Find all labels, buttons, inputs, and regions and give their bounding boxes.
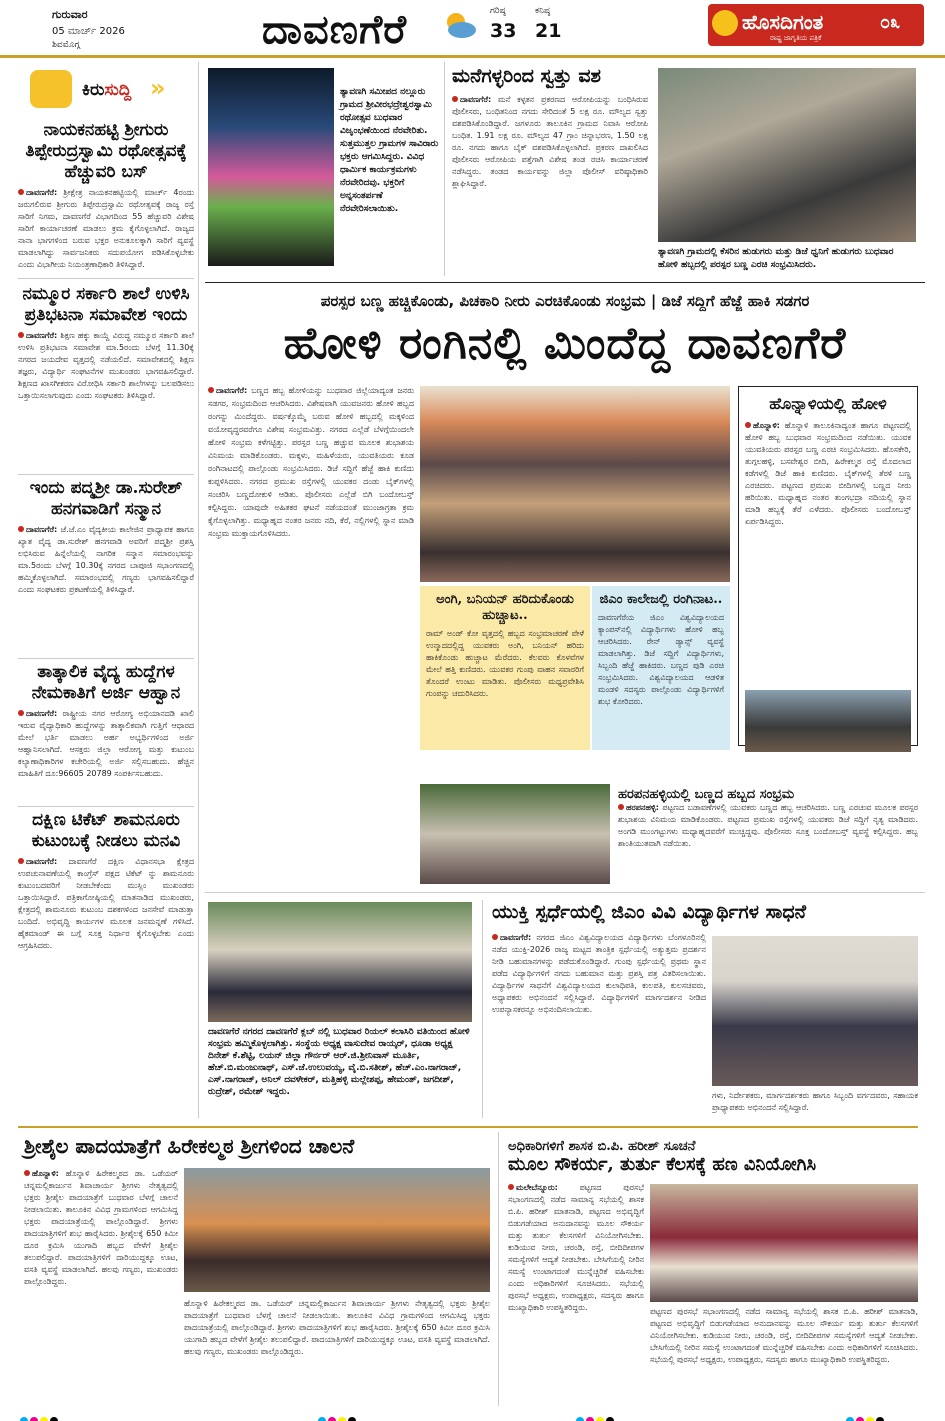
gm-headline: ಯುಕ್ತಿ ಸ್ಪರ್ಧೆಯಲ್ಲಿ ಜಿಎಂ ವಿವಿ ವಿದ್ಯಾರ್ಥಿಗಳ ಸಾಧನೆ xyxy=(492,901,806,923)
brief-headline: ದಕ್ಷಿಣ ಟಿಕೆಟ್ ಶಾಮನೂರು ಕುಟುಂಬಕ್ಕೆ ನೀಡಲು ಮನವಿ xyxy=(31,810,181,851)
hand-icon xyxy=(30,70,72,108)
issue-day: ಗುರುವಾರ xyxy=(52,8,88,21)
arrows-icon: » xyxy=(150,74,166,102)
temp-max-label: ಗರಿಷ್ಠ xyxy=(490,6,506,16)
srishaila-headline: ಶ್ರೀಶೈಲ ಪಾದಯಾತ್ರೆಗೆ ಹಿರೇಕಲ್ಮಠ ಶ್ರೀಗಳಿಂದ ಚಾಲನೆ xyxy=(24,1134,355,1158)
angi-box xyxy=(420,586,590,750)
mane-headline: ಮನೆಗಳ್ಳರಿಂದ ಸ್ವತ್ತು ವಶ xyxy=(452,65,601,87)
lead-holi-photo xyxy=(420,386,730,582)
weather-icon xyxy=(440,8,478,42)
gm-box xyxy=(592,586,730,750)
brief-5 xyxy=(18,810,194,1126)
registration-marks xyxy=(20,1410,60,1421)
column-rule xyxy=(482,900,483,1118)
section-label-a: ಕಿರು xyxy=(82,80,105,100)
gm-box-body: ದಾವಣಗೆರೆಯ ಜಿಎಂ ವಿಶ್ವವಿದ್ಯಾಲಯದ ಕ್ಯಾಂಪಸ್‌ನಲ್ಲಿ ವಿದ್ಯಾರ್ಥಿಗಳು ಹೋಳಿ ಹಬ್ಬ ಆಚರಿಸಿದರು. ರೇನ್ ಡ್ಯಾನ್ಸ್ ವ್ಯವಸ್ಥೆ ಮಾಡಲಾಗಿತ್ತು. ಡಿಜೆ ಸದ್ದಿಗೆ ವಿದ್ಯಾರ್ಥಿಗಳು, ಸಿಬ್ಬಂದಿ ಹೆಜ್ಜೆ ಹಾಕಿದರು. ಬಣ್ಣದ ಪುಡಿ ಎರಚಿ ಸಂಭ್ರಮಿಸಿದರು. ವಿಶ್ವವಿದ್ಯಾಲಯದ ಆಡಳಿತ ಮಂಡಳಿ ಸದಸ್ಯರು ಪಾಲ್ಗೊಂಡು ವಿದ್ಯಾರ್ಥಿಗಳಿಗೆ ಶುಭ ಕೋರಿದರು. xyxy=(598,613,724,706)
divider xyxy=(18,658,194,659)
lead-body: ದಾವಣಗೆರೆ: ಬಣ್ಣದ ಹಬ್ಬ ಹೋಳಿಯನ್ನು ಬುಧವಾರ ಜಿಲ್ಲೆಯಾದ್ಯಂತ ಜನರು ಸಡಗರ, ಸಂಭ್ರಮದಿಂದ ಆಚರಿಸಿದರು. ವಿಶೇಷವಾಗಿ ಯುವಜನರು ಹೋಳಿ ಹಬ್ಬದ ರಂಗನ್ನು ಮಿಂದೆದ್ದರು. ವರ್ಷಕ್ಕೊಮ್ಮೆ ಬರುವ ಹೋಳಿ ಹಬ್ಬದಲ್ಲಿ ಮಕ್ಕಳಿಂದ ವಯೋವೃದ್ಧರವರೆಗೂ ವಿಶೇಷ ಸಂಭ್ರಮವಿತ್ತು. ನಗರದ ಎಲ್ಲೆಡೆ ಬೆಳಗ್ಗೆಯಿಂದಲೇ ಹೋಳಿ ಸಂಭ್ರಮ ಕಳೆಗಟ್ಟಿತ್ತು. ಪರಸ್ಪರ ಬಣ್ಣ ಹಚ್ಚುವ ಮೂಲಕ ಶುಭಾಶಯ ವಿನಿಮಯ ಮಾಡಿಕೊಂಡರು. ಮಕ್ಕಳು, ಮಹಿಳೆಯರು, ಯುವತಿಯರು ಕೂಡ ರಂಗಿನಾಟದಲ್ಲಿ ಪಾಲ್ಗೊಂಡು ಸಂಭ್ರಮಿಸಿದರು. ಡಿಜೆ ಸದ್ದಿಗೆ ಹೆಜ್ಜೆ ಹಾಕಿ ಕುಣಿದು ಕುಪ್ಪಳಿಸಿದರು. ನಗರದ ಪ್ರಮುಖ ರಸ್ತೆಗಳಲ್ಲಿ ಯುವಕರ ದಂಡು ಬೈಕ್‌ಗಳಲ್ಲಿ ಸಂಚರಿಸಿ ಬಣ್ಣದೋಕುಳಿ ಆಡಿತು. ಪೊಲೀಸರು ಎಲ್ಲೆಡೆ ಬಿಗಿ ಬಂದೋಬಸ್ತ್ ಕಲ್ಪಿಸಿದ್ದರು. ಯಾವುದೇ ಅಹಿತಕರ ಘಟನೆ ನಡೆಯದಂತೆ ಮುಂಜಾಗ್ರತಾ ಕ್ರಮ ಕೈಗೊಳ್ಳಲಾಗಿತ್ತು. ಮಧ್ಯಾಹ್ನದ ನಂತರ ಜನರು ನದಿ, ಕೆರೆ, ನಲ್ಲಿಗಳಲ್ಲಿ ಸ್ನಾನ ಮಾಡಿ ಸಂಭ್ರಮ ಮುಕ್ತಾಯಗೊಳಿಸಿದರು. xyxy=(208,386,414,538)
parish-headline-b: ಮೂಲ ಸೌಕರ್ಯ, ತುರ್ತು ಕೆಲಸಕ್ಕೆ ಹಣ ವಿನಿಯೋಗಿಸಿ xyxy=(508,1154,817,1175)
parish-body-cont: ಪಟ್ಟಣದ ಪುರಸಭೆ ಸಭಾಂಗಣದಲ್ಲಿ ನಡೆದ ಸಾಮಾನ್ಯ ಸಭೆಯಲ್ಲಿ ಶಾಸಕ ಬಿ.ಪಿ. ಹರೀಶ್ ಮಾತನಾಡಿ, ಪಟ್ಟಣದ ಅಭಿವೃದ್ಧಿಗೆ ಬಿಡುಗಡೆಯಾದ ಅನುದಾನವನ್ನು ಮೂಲ ಸೌಕರ್ಯ ಮತ್ತು ತುರ್ತು ಕೆಲಸಗಳಿಗೆ ವಿನಿಯೋಗಿಸಬೇಕು. ಕುಡಿಯುವ ನೀರು, ಚರಂಡಿ, ರಸ್ತೆ, ಬೀದಿದೀಪಗಳ ಸಮಸ್ಯೆಗಳಿಗೆ ಆದ್ಯತೆ ನೀಡಬೇಕು. ಬೇಸಿಗೆಯಲ್ಲಿ ನೀರಿನ ಸಮಸ್ಯೆ ಉಂಟಾಗದಂತೆ ಮುನ್ನೆಚ್ಚರಿಕೆ ವಹಿಸಬೇಕು ಎಂದು ಅಧಿಕಾರಿಗಳಿಗೆ ಸೂಚಿಸಿದರು. ಸಭೆಯಲ್ಲಿ ಪುರಸಭೆ ಅಧ್ಯಕ್ಷರು, ಉಪಾಧ್ಯಕ್ಷರು, ಸದಸ್ಯರು ಹಾಗೂ ಮುಖ್ಯಾಧಿಕಾರಿ ಉಪಸ್ಥಿತರಿದ್ದರು. xyxy=(650,1307,918,1364)
angi-body: ರಾಮ್ ಅಂಡ್ ಕೋ ವೃತ್ತದಲ್ಲಿ ಹಬ್ಬದ ಸಂಭ್ರಮಾಚರಣೆ ವೇಳೆ ಉನ್ಮಾದದಲ್ಲಿದ್ದ ಯುವಕರು ಅಂಗಿ, ಬನಿಯನ್ ಹರಿದು ಹಾಕಿಕೊಂಡು ಹುಚ್ಚಾಟ ಮೆರೆದರು. ಕೆಲವರು ಕೊಳವೆಗಳ ಮೇಲೆ ಹತ್ತಿ ಕುಣಿದರು. ಯುವಕರ ಗುಂಪು ವಾಹನ ಸವಾರರಿಗೆ ತೊಂದರೆ ಉಂಟು ಮಾಡಿತು. ಪೊಲೀಸರು ಮಧ್ಯಪ್ರವೇಶಿಸಿ ಗುಂಪನ್ನು ಚದುರಿಸಿದರು. xyxy=(426,629,584,698)
column-rule xyxy=(198,62,199,1118)
brief-body: ದಾವಣಗೆರೆ: ಶಿಕ್ಷಣ ಹಕ್ಕು ಕಾಯ್ದೆ ವಿರುದ್ಧ ನಮ್ಮೂರ ಸರ್ಕಾರಿ ಶಾಲೆ ಉಳಿಸಿ ಪ್ರತಿಭಟನಾ ಸಮಾವೇಶ ಮಾ.5ರಂದು ಬೆಳಗ್ಗೆ 11.30ಕ್ಕೆ ನಗರದ ಜಯದೇವ ವೃತ್ತದಲ್ಲಿ ನಡೆಯಲಿದೆ. ಸಮಾವೇಶದಲ್ಲಿ ಶಿಕ್ಷಣ ತಜ್ಞರು, ವಿದ್ಯಾರ್ಥಿ ಸಂಘಟನೆಗಳ ಮುಖಂಡರು ಭಾಗವಹಿಸಲಿದ್ದಾರೆ. ಶಿಕ್ಷಣದ ಖಾಸಗೀಕರಣ ವಿರೋಧಿಸಿ ಸರ್ಕಾರಿ ಶಾಲೆಗಳನ್ನು ಬಲಪಡಿಸಲು ಒತ್ತಾಯಿಸಲಾಗುವುದು ಎಂದು ಸಂಘಟಕರು ತಿಳಿಸಿದ್ದಾರೆ. xyxy=(18,331,194,400)
brief-3 xyxy=(18,478,194,650)
brief-headline: ಇಂದು ಪದ್ಮಶ್ರೀ ಡಾ.ಸುರೇಶ್ ಹನಗವಾಡಿಗೆ ಸನ್ಮಾನ xyxy=(29,478,183,519)
honnali-box xyxy=(738,386,918,746)
angi-headline: ಅಂಗಿ, ಬನಿಯನ್ ಹರಿದುಕೊಂಡು ಹುಚ್ಚಾಟ.. xyxy=(436,592,574,623)
honnali-body: ಹೊನ್ನಾಳಿ: ಹೊನ್ನಾಳಿ ತಾಲೂಕಿನಾದ್ಯಂತ ಹಾಗೂ ಪಟ್ಟಣದಲ್ಲಿ ಹೋಳಿ ಹಬ್ಬ ಬುಧವಾರ ಸಂಭ್ರಮದಿಂದ ನಡೆಯಿತು. ಯುವಕ ಯುವತಿಯರು ಪರಸ್ಪರ ಬಣ್ಣ ಎರಚಿ ಸಂಭ್ರಮಿಸಿದರು. ಹೊಸಕೇರಿ, ತುಗ್ಗಲಹಳ್ಳಿ, ಬಸವೇಶ್ವರ ಬೀದಿ, ಹಿರೇಕಲ್ಮಠ ರಸ್ತೆ ಮೊದಲಾದ ಕಡೆಗಳಲ್ಲಿ ಡಿಜೆ ಹಾಕಿ ಕುಣಿದರು. ಬೈಕ್‌ಗಳಲ್ಲಿ ತೆರಳಿ ಬಣ್ಣ ಎರಚಿದರು. ಪಟ್ಟಣದ ಪ್ರಮುಖ ಬೀದಿಗಳಲ್ಲಿ ಬಣ್ಣದ ನೀರು ಹರಿಯಿತು. ಮಧ್ಯಾಹ್ನದ ನಂತರ ತುಂಗಭದ್ರಾ ನದಿಯಲ್ಲಿ ಸ್ನಾನ ಮಾಡಿ ಹಬ್ಬಕ್ಕೆ ತೆರೆ ಎಳೆದರು. ಪೊಲೀಸರು ಬಂದೋಬಸ್ತ್ ಏರ್ಪಡಿಸಿದ್ದರು. xyxy=(745,421,911,526)
temp-min-label: ಕನಿಷ್ಠ xyxy=(535,6,551,16)
harapanahalli-headline: ಹರಪನಹಳ್ಳಿಯಲ್ಲಿ ಬಣ್ಣದ ಹಬ್ಬದ ಸಂಭ್ರಮ xyxy=(618,787,795,802)
parish-body: ಮಲೇಬೆನ್ನೂರು: ಪಟ್ಟಣದ ಪುರಸಭೆ ಸಭಾಂಗಣದಲ್ಲಿ ನಡೆದ ಸಾಮಾನ್ಯ ಸಭೆಯಲ್ಲಿ ಶಾಸಕ ಬಿ.ಪಿ. ಹರೀಶ್ ಮಾತನಾಡಿ, ಪಟ್ಟಣದ ಅಭಿವೃದ್ಧಿಗೆ ಬಿಡುಗಡೆಯಾದ ಅನುದಾನವನ್ನು ಮೂಲ ಸೌಕರ್ಯ ಮತ್ತು ತುರ್ತು ಕೆಲಸಗಳಿಗೆ ವಿನಿಯೋಗಿಸಬೇಕು. ಕುಡಿಯುವ ನೀರು, ಚರಂಡಿ, ರಸ್ತೆ, ಬೀದಿದೀಪಗಳ ಸಮಸ್ಯೆಗಳಿಗೆ ಆದ್ಯತೆ ನೀಡಬೇಕು. ಬೇಸಿಗೆಯಲ್ಲಿ ನೀರಿನ ಸಮಸ್ಯೆ ಉಂಟಾಗದಂತೆ ಮುನ್ನೆಚ್ಚರಿಕೆ ವಹಿಸಬೇಕು ಎಂದು ಅಧಿಕಾರಿಗಳಿಗೆ ಸೂಚಿಸಿದರು. ಸಭೆಯಲ್ಲಿ ಪುರಸಭೆ ಅಧ್ಯಕ್ಷರು, ಉಪಾಧ್ಯಕ್ಷರು, ಸದಸ್ಯರು ಹಾಗೂ ಮುಖ್ಯಾಧಿಕಾರಿ ಉಪಸ್ಥಿತರಿದ್ದರು. xyxy=(508,1183,644,1312)
rathotsava-caption: ತ್ಯಾವಣಗಿ ಸಮೀಪದ ನಲ್ಲೂರು ಗ್ರಾಮದ ಶ್ರೀವೀರಭದ್ರೇಶ್ವರಸ್ವಾಮಿ ರಥೋತ್ಸವ ಬುಧವಾರ ವಿಜೃಂಭಣೆಯಿಂದ ನೆರವೇರಿತು. ಸುತ್ತಮುತ್ತಲ ಗ್ರಾಮಗಳ ಸಾವಿರಾರು ಭಕ್ತರು ಆಗಮಿಸಿದ್ದರು. ವಿವಿಧ ಧಾರ್ಮಿಕ ಕಾರ್ಯಕ್ರಮಗಳು ನೆರವೇರಿದವು. ಭಕ್ತರಿಗೆ ಅನ್ನಸಂತರ್ಪಣೆ ನೆರವೇರಿಸಲಾಯಿತು. xyxy=(340,87,439,214)
brief-headline: ನಾಯಕನಹಟ್ಟಿ ಶ್ರೀಗುರು ತಿಪ್ಪೇರುದ್ರಸ್ವಾಮಿ ರಥೋತ್ಸವಕ್ಕೆ ಹೆಚ್ಚುವರಿ ಬಸ್ xyxy=(25,120,187,182)
registration-marks xyxy=(318,1410,358,1421)
brief-body: ದಾವಣಗೆರೆ: ಜೆ.ಜೆ.ಎಂ ವೈದ್ಯಕೀಯ ಕಾಲೇಜಿನ ಪ್ರಾಧ್ಯಾಪಕ ಹಾಗೂ ಖ್ಯಾತ ವೈದ್ಯ ಡಾ.ಸುರೇಶ್ ಹನಗವಾಡಿ ಅವರಿಗೆ ಪದ್ಮಶ್ರೀ ಪ್ರಶಸ್ತಿ ಲಭಿಸಿರುವ ಹಿನ್ನೆಲೆಯಲ್ಲಿ ನಾಗರಿಕ ಸನ್ಮಾನ ಸಮಾರಂಭವನ್ನು ಮಾ.5ರಂದು ಬೆಳಗ್ಗೆ 10.30ಕ್ಕೆ ನಗರದ ಬಾಪೂಜಿ ಸಭಾಂಗಣದಲ್ಲಿ ಹಮ್ಮಿಕೊಳ್ಳಲಾಗಿದೆ. ಸಮಾರಂಭದಲ್ಲಿ ಗಣ್ಯರು ಭಾಗವಹಿಸಲಿದ್ದಾರೆ ಎಂದು ಸಂಘಟಕರು ಪ್ರಕಟಣೆಯಲ್ಲಿ ತಿಳಿಸಿದ್ದಾರೆ. xyxy=(18,525,194,594)
divider xyxy=(18,474,194,475)
gm-photo-caption: ಗಳು, ನಿರ್ದೇಶಕರು, ಮಾರ್ಗದರ್ಶಕರು ಹಾಗೂ ಸಿಬ್ಬಂದಿ ವರ್ಗದವರು, ಸಹಾಯಕ ಪ್ರಾಧ್ಯಾಪಕರು ಅಭಿನಂದನೆ ಸಲ್ಲಿಸಿದ್ದಾರೆ. xyxy=(712,1091,918,1112)
section-label-b: ಸುದ್ದಿ xyxy=(104,80,132,100)
lead-kicker: ಪರಸ್ಪರ ಬಣ್ಣ ಹಚ್ಚಿಕೊಂಡು, ಪಿಚಕಾರಿ ನೀರು ಎರಚಿಕೊಂಡು ಸಂಭ್ರಮ | ಡಿಜೆ ಸದ್ದಿಗೆ ಹೆಜ್ಜೆ ಹಾಕಿ ಸಡಗರ xyxy=(320,292,810,310)
brief-body: ದಾವಣಗೆರೆ: ಶ್ರೀಕ್ಷೇತ್ರ ನಾಯಕನಹಟ್ಟಿಯಲ್ಲಿ ಮಾರ್ಚ್ 4ರಂದು ಜರುಗಲಿರುವ ಶ್ರೀಗುರು ತಿಪ್ಪೇರುದ್ರಸ್ವಾಮಿ ರಥೋತ್ಸವಕ್ಕೆ ರಾಜ್ಯ ರಸ್ತೆ ಸಾರಿಗೆ ನಿಗಮ, ದಾವಣಗೆರೆ ವಿಭಾಗದಿಂದ 55 ಹೆಚ್ಚುವರಿ ವಿಶೇಷ ಸಾರಿಗೆ ಕಾರ್ಯಾಚರಣೆ ಮಾಡಲು ಕ್ರಮ ಕೈಗೊಳ್ಳಲಾಗಿದೆ. ರಾಜ್ಯದ ನಾನಾ ಭಾಗಗಳಿಂದ ಬರುವ ಭಕ್ತರ ಅನುಕೂಲಕ್ಕಾಗಿ ಸಾರಿಗೆ ವ್ಯವಸ್ಥೆ ಮಾಡಲಾಗಿದ್ದು ಸಾರ್ವಜನಿಕರು ಸದುಪಯೋಗ ಪಡಿಸಿಕೊಳ್ಳಬೇಕು ಎಂದು ವಿಭಾಗೀಯ ನಿಯಂತ್ರಣಾಧಿಕಾರಿ ತಿಳಿಸಿದ್ದಾರೆ. xyxy=(18,188,194,269)
divider xyxy=(18,806,194,807)
temp-max: 33 xyxy=(490,20,517,42)
brand-tagline: ರಾಷ್ಟ್ರ ಜಾಗೃತಿಯ ಪತ್ರಿಕೆ xyxy=(770,34,822,42)
divider xyxy=(18,1126,918,1128)
gm-award-photo xyxy=(712,936,918,1086)
harapanahalli-photo xyxy=(420,784,610,884)
divider xyxy=(205,282,925,283)
brand-logo-text: ಹೊಸದಿಗಂತ xyxy=(742,10,824,34)
brief-body: ದಾವಣಗೆರೆ: ರಾಷ್ಟ್ರೀಯ ನಗರ ಆರೋಗ್ಯ ಅಭಿಯಾನದಡಿ ಖಾಲಿ ಇರುವ ವೈದ್ಯಾಧಿಕಾರಿ ಹುದ್ದೆಗಳನ್ನು ತಾತ್ಕಾಲಿಕವಾಗಿ ಗುತ್ತಿಗೆ ಆಧಾರದ ಮೇಲೆ ಭರ್ತಿ ಮಾಡಲು ಅರ್ಹ ಅಭ್ಯರ್ಥಿಗಳಿಂದ ಅರ್ಜಿ ಆಹ್ವಾನಿಸಲಾಗಿದೆ. ಆಸಕ್ತರು ಜಿಲ್ಲಾ ಆರೋಗ್ಯ ಮತ್ತು ಕುಟುಂಬ ಕಲ್ಯಾಣಾಧಿಕಾರಿಗಳ ಕಚೇರಿಯಲ್ಲಿ ಅರ್ಜಿ ಸಲ್ಲಿಸಬಹುದು. ಹೆಚ್ಚಿನ ಮಾಹಿತಿಗೆ ದೂ:96605 20789 ಸಂಪರ್ಕಿಸಬಹುದು. xyxy=(18,709,194,778)
divider xyxy=(18,278,194,279)
column-rule xyxy=(444,62,445,276)
mane-body: ದಾವಣಗೆರೆ: ಮನೆ ಕಳ್ಳತನ ಪ್ರಕರಣದ ಆರೋಪಿಯನ್ನು ಬಂಧಿಸಿರುವ ಪೊಲೀಸರು, ಬಂಧಿತನಿಂದ ನಗದು ಸೇರಿದಂತೆ 5 ಲಕ್ಷ ರೂ. ಮೌಲ್ಯದ ಸ್ವತ್ತು ವಶಪಡಿಸಿಕೊಂಡಿದ್ದಾರೆ. ಜಗಳೂರು ತಾಲೂಕಿನ ಗ್ರಾಮದ ನಿವಾಸಿ ಆರೋಪಿ ಬಂಧಿತ. 1.91 ಲಕ್ಷ ರೂ. ಮೌಲ್ಯದ 47 ಗ್ರಾಂ ಚಿನ್ನಾಭರಣ, 1.50 ಲಕ್ಷ ರೂ. ನಗದು ಹಾಗೂ ಬೈಕ್ ವಶಪಡಿಸಿಕೊಳ್ಳಲಾಗಿದೆ. ಪ್ರಕರಣ ದಾಖಲಿಸಿದ ಪೊಲೀಸರು ಆರೋಪಿಯ ಪತ್ತೆಗಾಗಿ ವಿಶೇಷ ತಂಡ ರಚಿಸಿ ಕಾರ್ಯಾಚರಣೆ ನಡೆಸಿದ್ದರು. ತಂಡದ ಕಾರ್ಯವನ್ನು ಜಿಲ್ಲಾ ಪೊಲೀಸ್ ವರಿಷ್ಠಾಧಿಕಾರಿ ಶ್ಲಾಘಿಸಿದ್ದಾರೆ. xyxy=(452,95,648,188)
page-number: ೦೩ xyxy=(880,12,901,33)
parish-headline-a: ಅಧಿಕಾರಿಗಳಿಗೆ ಶಾಸಕ ಬಿ.ಪಿ. ಹರೀಶ್ ಸೂಚನೆ xyxy=(508,1139,696,1154)
srishaila-photo xyxy=(184,1168,490,1292)
edition-place: ಶಿವಮೊಗ್ಗ xyxy=(52,40,80,50)
honnali-photo xyxy=(745,690,911,752)
temp-min: 21 xyxy=(535,20,562,42)
club-caption: ದಾವಣಗೆರೆ ನಗರದ ದಾವಣಗೆರೆ ಕ್ಲಬ್ ನಲ್ಲಿ ಬುಧವಾರ ರಿಯಲ್ ಕಲಾಸಿರಿ ವತಿಯಿಂದ ಹೋಳಿ ಸಂಭ್ರಮ ಹಮ್ಮಿಕೊಳ್ಳಲಾಗಿತ್ತು. ಸಂಸ್ಥೆಯ ಅಧ್ಯಕ್ಷ ವಾಸುದೇವ ರಾಯ್ಕರ್, ಧೂಡಾ ಅಧ್ಯಕ್ಷ ದಿನೇಶ್ ಕೆ.ಶೆಟ್ಟಿ, ಲಯನ್ ಜಿಲ್ಲಾ ಗೌರ್ನರ್ ಆರ್.ಜಿ.ಶ್ರೀನಿವಾಸ್ ಮೂರ್ತಿ, ಹೆಚ್.ಬಿ.ಮಂಜುನಾಥ್, ಎಸ್.ಜೆ.ಉಲುವಯ್ಯ, ವೈ.ಬಿ.ಸತೀಶ್, ಹೆಚ್.ಎಂ.ನಾಗರಾಜ್, ಎಸ್.ನಾಗರಾಜ್, ಅನಿಲ್ ದವಳೇಕರ್, ಮತ್ತಿಹಳ್ಳಿ ಮಲ್ಲೇಶಪ್ಪ, ಹೇಮಂತ್, ಜಗದೀಶ್, ರುದ್ರೇಶ್, ರಮೇಶ್ ಇದ್ದರು. xyxy=(208,1027,470,1097)
brief-headline: ತಾತ್ಕಾಲಿಕ ವೈದ್ಯ ಹುದ್ದೆಗಳ ನೇಮಕಾತಿಗೆ ಅರ್ಜಿ ಆಹ್ವಾನ xyxy=(31,662,181,703)
gm-box-headline: ಜಿಎಂ ಕಾಲೇಜಲ್ಲಿ ರಂಗಿನಾಟ.. xyxy=(599,592,723,607)
issue-date: 05 ಮಾರ್ಚ್ 2026 xyxy=(52,26,125,37)
masthead-title: ದಾವಣಗೆರೆ xyxy=(262,6,407,53)
brief-headline: ನಮ್ಮೂರ ಸರ್ಕಾರಿ ಶಾಲೆ ಉಳಿಸಿ ಪ್ರತಿಭಟನಾ ಸಮಾವೇಶ ಇಂದು xyxy=(22,284,190,325)
srishaila-body-cont: ಹೊನ್ನಾಳಿ ಹಿರೇಕಲ್ಮಠದ ಡಾ. ಒಡೆಯರ್ ಚನ್ನಮಲ್ಲಿಕಾರ್ಜುನ ಶಿವಾಚಾರ್ಯ ಶ್ರೀಗಳು ನೇತೃತ್ವದಲ್ಲಿ ಭಕ್ತರು ಶ್ರೀಶೈಲ ಪಾದಯಾತ್ರೆಗೆ ಬುಧವಾರ ಬೆಳಗ್ಗೆ ಚಾಲನೆ ನೀಡಲಾಯಿತು. ತಾಲೂಕಿನ ವಿವಿಧ ಗ್ರಾಮಗಳಿಂದ ಆಗಮಿಸಿದ್ದ ಭಕ್ತರು ಪಾದಯಾತ್ರೆಯಲ್ಲಿ ಪಾಲ್ಗೊಂಡಿದ್ದಾರೆ. ಶ್ರೀಗಳು ಪಾದಯಾತ್ರಿಗಳಿಗೆ ಶುಭ ಹಾರೈಸಿದರು. ಶ್ರೀಶೈಲಕ್ಕೆ 650 ಕಿಮೀ ದೂರ ಕ್ರಮಿಸಿ ಯುಗಾದಿ ಹಬ್ಬದ ವೇಳೆಗೆ ಶ್ರೀಶೈಲ ತಲುಪಲಿದ್ದಾರೆ. ಪಾದಯಾತ್ರಿಗಳಿಗೆ ದಾರಿಯುದ್ದಕ್ಕೂ ಊಟ, ವಸತಿ ವ್ಯವಸ್ಥೆ ಮಾಡಲಾಗಿದೆ. ಹಲವು ಗಣ್ಯರು, ಮುಖಂಡರು ಪಾಲ್ಗೊಂಡಿದ್ದರು. xyxy=(184,1299,490,1356)
divider xyxy=(205,892,925,893)
brief-body: ದಾವಣಗೆರೆ: ದಾವಣಗೆರೆ ದಕ್ಷಿಣ ವಿಧಾನಸಭಾ ಕ್ಷೇತ್ರದ ಉಪಚುನಾವಣೆಯಲ್ಲಿ ಕಾಂಗ್ರೆಸ್ ಪಕ್ಷದ ಟಿಕೆಟ್ ನ್ನು ಶಾಮನೂರು ಕುಟುಂಬದವರಿಗೆ ನೀಡಬೇಕೆಂದು ಮುಸ್ಲಿಂ ಮುಖಂಡರು ಒತ್ತಾಯಿಸಿದ್ದಾರೆ. ಪತ್ರಿಕಾಗೋಷ್ಠಿಯಲ್ಲಿ ಮಾತನಾಡಿದ ಮುಖಂಡರು, ಕ್ಷೇತ್ರದಲ್ಲಿ ಶಾಮನೂರು ಕುಟುಂಬ ದಶಕಗಳಿಂದ ಜನಸೇವೆ ಮಾಡುತ್ತಾ ಬಂದಿದೆ. ಅಭಿವೃದ್ಧಿ ಕಾರ್ಯಗಳ ಮೂಲಕ ಜನಮನ್ನಣೆ ಗಳಿಸಿದೆ. ಹೈಕಮಾಂಡ್ ಈ ಬಗ್ಗೆ ಸೂಕ್ತ ನಿರ್ಧಾರ ಕೈಗೊಳ್ಳಬೇಕು ಎಂದು ಆಗ್ರಹಿಸಿದರು. xyxy=(18,857,194,950)
gm-body: ದಾವಣಗೆರೆ: ನಗರದ ಜಿಎಂ ವಿಶ್ವವಿದ್ಯಾಲಯದ ವಿದ್ಯಾರ್ಥಿಗಳು ಬೆಂಗಳೂರಿನಲ್ಲಿ ನಡೆದ ಯುಕ್ತಿ-2026 ರಾಜ್ಯ ಮಟ್ಟದ ತಾಂತ್ರಿಕ ಸ್ಪರ್ಧೆಯಲ್ಲಿ ಅತ್ಯುತ್ತಮ ಪ್ರದರ್ಶನ ನೀಡಿ ಬಹುಮಾನಗಳನ್ನು ಪಡೆದುಕೊಂಡಿದ್ದಾರೆ. ಗುಂಪು ಸ್ಪರ್ಧೆಯಲ್ಲಿ ಪ್ರಥಮ ಸ್ಥಾನ ಪಡೆದ ವಿದ್ಯಾರ್ಥಿಗಳಿಗೆ ನಗದು ಬಹುಮಾನ ಮತ್ತು ಪ್ರಶಸ್ತಿ ಪತ್ರ ವಿತರಿಸಲಾಯಿತು. ವಿದ್ಯಾರ್ಥಿಗಳ ಸಾಧನೆಗೆ ವಿಶ್ವವಿದ್ಯಾಲಯದ ಕುಲಾಧಿಪತಿ, ಕುಲಪತಿ, ಕುಲಸಚಿವರು, ಅಧ್ಯಾಪಕರು ಅಭಿನಂದನೆ ಸಲ್ಲಿಸಿದ್ದಾರೆ. ವಿದ್ಯಾರ್ಥಿಗಳಿಗೆ ಮಾರ್ಗದರ್ಶನ ನೀಡಿದ ಉಪನ್ಯಾಸಕರನ್ನೂ ಅಭಿನಂದಿಸಲಾಯಿತು. xyxy=(492,933,706,1014)
lead-headline: ಹೋಳಿ ರಂಗಿನಲ್ಲಿ ಮಿಂದೆದ್ದ ದಾವಣಗೆರೆ xyxy=(283,318,847,369)
harapanahalli-body: ಹರಪನಹಳ್ಳಿ: ಪಟ್ಟಣದ ಬಡಾವಣೆಗಳಲ್ಲಿ ಯುವಕರು ಬಣ್ಣದ ಹಬ್ಬ ಆಚರಿಸಿದರು. ಬಣ್ಣ ಎರಚುವ ಮೂಲಕ ಪರಸ್ಪರ ಶುಭಾಶಯ ವಿನಿಮಯ ಮಾಡಿಕೊಂಡರು. ಪಟ್ಟಣದ ಪ್ರಮುಖ ರಸ್ತೆಗಳಲ್ಲಿ ಯುವಕರು ಡಿಜೆ ಸದ್ದಿಗೆ ನೃತ್ಯ ಮಾಡಿದರು. ಅಂಗಡಿ ಮುಂಗಟ್ಟುಗಳು ಮಧ್ಯಾಹ್ನದವರೆಗೆ ಮುಚ್ಚಿದ್ದವು. ಪೊಲೀಸರು ಸೂಕ್ತ ಬಂದೋಬಸ್ತ್ ವ್ಯವಸ್ಥೆ ಕಲ್ಪಿಸಿದ್ದರು. ಹಬ್ಬ ಶಾಂತಿಯುತವಾಗಿ ನಡೆಯಿತು. xyxy=(618,803,918,848)
section-label xyxy=(82,80,131,100)
brief-4 xyxy=(18,662,194,812)
logo-emblem-icon xyxy=(712,10,738,36)
holi-crowd-photo xyxy=(658,68,916,242)
parish-meeting-photo xyxy=(650,1184,918,1302)
registration-marks xyxy=(846,1410,886,1421)
registration-marks xyxy=(576,1410,616,1421)
srishaila-body: ಹೊನ್ನಾಳಿ: ಹೊನ್ನಾಳಿ ಹಿರೇಕಲ್ಮಠದ ಡಾ. ಒಡೆಯರ್ ಚನ್ನಮಲ್ಲಿಕಾರ್ಜುನ ಶಿವಾಚಾರ್ಯ ಶ್ರೀಗಳು ನೇತೃತ್ವದಲ್ಲಿ ಭಕ್ತರು ಶ್ರೀಶೈಲ ಪಾದಯಾತ್ರೆಗೆ ಬುಧವಾರ ಬೆಳಗ್ಗೆ ಚಾಲನೆ ನೀಡಲಾಯಿತು. ತಾಲೂಕಿನ ವಿವಿಧ ಗ್ರಾಮಗಳಿಂದ ಆಗಮಿಸಿದ್ದ ಭಕ್ತರು ಪಾದಯಾತ್ರೆಯಲ್ಲಿ ಪಾಲ್ಗೊಂಡಿದ್ದಾರೆ. ಶ್ರೀಗಳು ಪಾದಯಾತ್ರಿಗಳಿಗೆ ಶುಭ ಹಾರೈಸಿದರು. ಶ್ರೀಶೈಲಕ್ಕೆ 650 ಕಿಮೀ ದೂರ ಕ್ರಮಿಸಿ ಯುಗಾದಿ ಹಬ್ಬದ ವೇಳೆಗೆ ಶ್ರೀಶೈಲ ತಲುಪಲಿದ್ದಾರೆ. ಪಾದಯಾತ್ರಿಗಳಿಗೆ ದಾರಿಯುದ್ದಕ್ಕೂ ಊಟ, ವಸತಿ ವ್ಯವಸ್ಥೆ ಮಾಡಲಾಗಿದೆ. ಹಲವು ಗಣ್ಯರು, ಮುಖಂಡರು ಪಾಲ್ಗೊಂಡಿದ್ದರು. xyxy=(24,1169,178,1286)
honnali-headline: ಹೊನ್ನಾಳಿಯಲ್ಲಿ ಹೋಳಿ xyxy=(769,394,887,413)
brief-2 xyxy=(18,284,194,456)
club-photo xyxy=(208,902,472,1022)
holi-crowd-caption: ತ್ಯಾವಣಗಿ ಗ್ರಾಮದಲ್ಲಿ ಕೆಸರಿನ ಹುಡುಗರು ಮತ್ತು ಡಿಜೆ ಧ್ವನಿಗೆ ಹುಡುಗರು ಬುಧವಾರ ಹೋಳಿ ಹಬ್ಬದಲ್ಲಿ ಪರಸ್ಪರ ಬಣ್ಣ ಎರಚಿ ಸಂಭ್ರಮಿಸಿದರು. xyxy=(658,247,894,270)
column-rule xyxy=(498,1132,499,1406)
rathotsava-photo xyxy=(208,68,334,266)
